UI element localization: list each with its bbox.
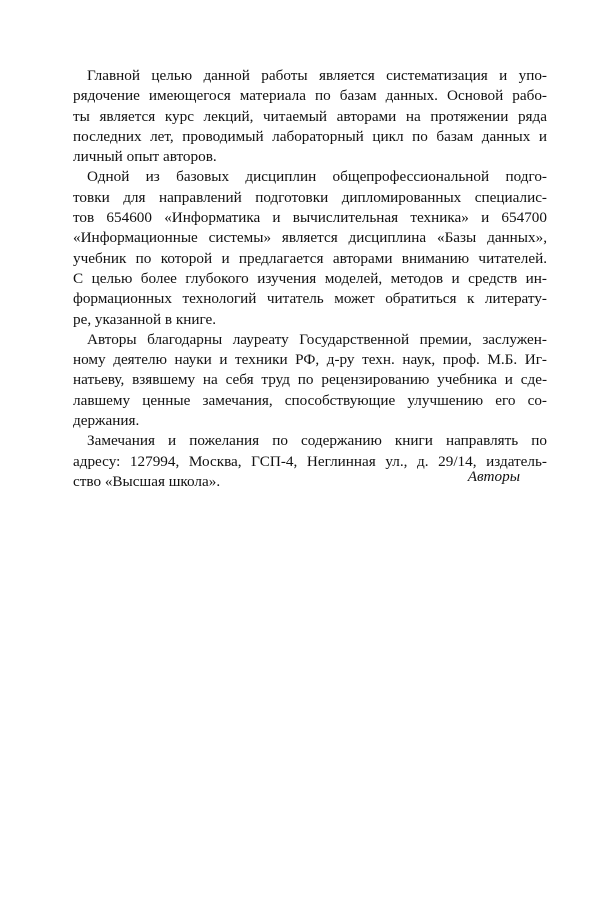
paragraph-purpose [73, 66, 547, 167]
text-line: тов 654600 «Информатика и вычислительная техника» и 654700 [73, 209, 547, 227]
text-line: ре, указанной в книге. [73, 310, 217, 328]
text-line: последних лет, проводимый лабораторный цикл по базам данных и [73, 127, 547, 145]
text-line: Одной из базовых дисциплин общепрофессиональной подго- [87, 168, 547, 186]
text-line: товки для направлений подготовки дипломированных специалис- [73, 188, 547, 206]
text-line: С целью более глубокого изучения моделей, методов и средств ин- [73, 269, 547, 287]
text-line: Замечания и пожелания по содержанию книги направлять по [87, 432, 547, 450]
authors-signature: Авторы [467, 468, 520, 485]
preface-text [73, 66, 547, 492]
text-line: ному деятелю науки и техники РФ, д-ру техн. наук, проф. М.Б. Иг- [73, 351, 547, 369]
paragraph-acknowledgements [73, 330, 547, 431]
text-line: Авторы благодарны лауреату Государственной премии, заслужен- [87, 330, 547, 348]
text-line: Главной целью данной работы является систематизация и упо- [87, 67, 547, 84]
text-line: формационных технологий читатель может обратиться к литерату- [73, 290, 547, 308]
text-line: личный опыт авторов. [73, 148, 217, 166]
paragraph-discipline [73, 167, 547, 329]
text-line: ты является курс лекций, читаемый авторами на протяжении ряда [73, 107, 547, 125]
text-line: учебник по которой и предлагается авторами вниманию читателей. [73, 249, 547, 267]
text-line: рядочение имеющегося материала по базам данных. Основой рабо- [73, 87, 547, 105]
text-line: «Информационные системы» является дисциплина «Базы данных», [73, 229, 547, 247]
text-line: лавшему ценные замечания, способствующие улучшению его со- [73, 391, 547, 409]
text-line: ство «Высшая школа». [73, 472, 221, 490]
text-line: держания. [73, 412, 140, 430]
text-line: адресу: 127994, Москва, ГСП-4, Неглинная ул., д. 29/14, издатель- [73, 452, 547, 470]
text-line: натьеву, взявшему на себя труд по рецензированию учебника и сде- [73, 371, 547, 389]
